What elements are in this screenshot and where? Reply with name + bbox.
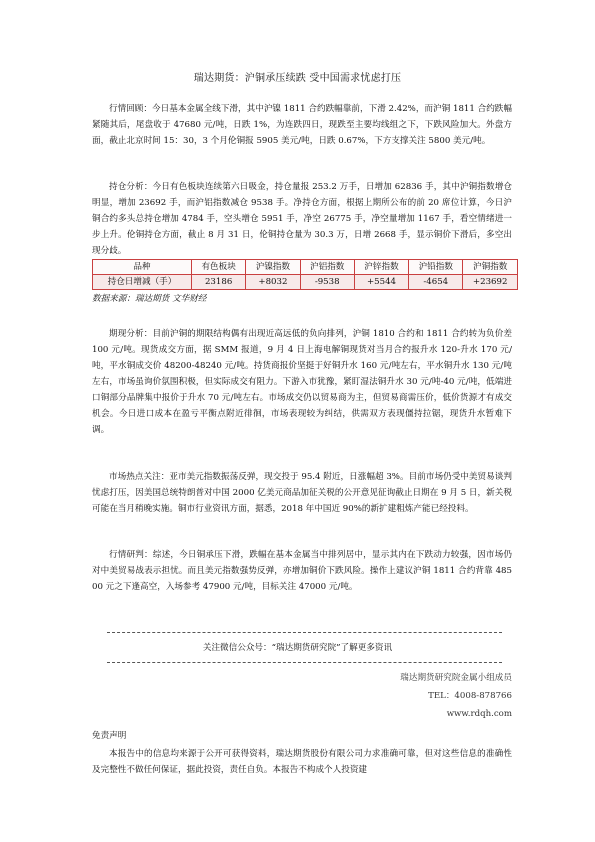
website-link[interactable]: www.rdqh.com: [446, 709, 512, 719]
table-cell: 23186: [192, 275, 246, 290]
table-header-row: [93, 260, 518, 275]
table-header-cell: 沪铝指数: [300, 260, 354, 275]
market-hotspot-paragraph: 市场热点关注：亚市美元指数振荡反弹，现交投于 95.4 附近，日涨幅超 3%。目前市场仍受中美贸易谈判忧虑打压，因美国总统特朗普对中国 2000 亿美元商品加征关税的公开意见征询截止日期在 9 月 5 日，新关税可能在当月稍晚实施。铜市行业资讯方面，据悉，2018 年中国近 90%的新扩建粗炼产能已经投料。: [92, 472, 512, 514]
table-header-cell: 沪铅指数: [409, 260, 463, 275]
document-title: 瑞达期货：沪铜承压续跌 受中国需求忧虑打压: [193, 73, 402, 84]
table-header-cell: 有色板块: [192, 260, 246, 275]
table-cell: +5544: [354, 275, 408, 290]
data-source-caption: 数据来源：瑞达期货 文华财经: [92, 294, 207, 304]
table-header-cell: 沪锌指数: [354, 260, 408, 275]
table-cell: +23692: [463, 275, 518, 290]
disclaimer-heading: 免责声明: [92, 731, 127, 741]
table-header-cell: 沪铜指数: [463, 260, 518, 275]
market-outlook-paragraph: 行情研判：综述，今日铜承压下滑，跌幅在基本金属当中排列居中，显示其内在下跌动力较强，因市场仍对中美贸易战表示担忧。而且美元指数强势反弹，亦增加铜价下跌风险。操作上建议沪铜 1811 合约背靠 48500 元之下逢高空，入场参考 47900 元/吨，目标关注 47000 元/吨。: [92, 550, 512, 592]
position-change-table: [92, 259, 518, 290]
position-analysis-paragraph: 持仓分析：今日有色板块连续第六日吸金，持仓量报 253.2 万手，日增加 62836 手，其中沪铜指数增仓明显，增加 23692 手，而沪铝指数减仓 9538 手。净持仓方面，根据上期所公布的前 20 席位计算，今日沪铜合约多头总持仓增加 4784 手，空头增仓 5951 手，净空 26775 手，净空量增加 1167 手，看空情绪进一步上升。伦铜持仓方面，截止 8 月 31 日，伦铜持仓量为 30.3 万，日增 2668 手，显示铜价下滑后，多空出现分歧。: [92, 182, 512, 256]
dashed-divider: [107, 632, 502, 633]
research-team-name: 瑞达期货研究院金属小组成员: [400, 673, 512, 683]
table-cell: -9538: [300, 275, 354, 290]
table-cell: +8032: [246, 275, 300, 290]
table-cell: 持仓日增减（手）: [93, 275, 192, 290]
table-header-cell: 沪镍指数: [246, 260, 300, 275]
dashed-divider: [107, 662, 502, 663]
telephone: TEL：4008-878766: [428, 691, 512, 701]
table-cell: -4654: [409, 275, 463, 290]
wechat-follow-notice: 关注微信公众号：“瑞达期货研究院”了解更多资讯: [202, 643, 393, 653]
spot-analysis-paragraph: 期现分析：目前沪铜的期限结构偶有出现近高远低的负向排列，沪铜 1810 合约和 1811 合约转为负价差 100 元/吨。现货成交方面，据 SMM 报道，9 月 4 日上海电解铜现货对当月合约报升水 120-升水 170 元/吨，平水铜成交价 48200-48240 元/吨。持货商报价坚挺于好铜升水 160 元/吨左右，平水铜升水 130 元/吨左右，市场虽询价氛围积极，但实际成交有阻力。下游入市犹豫，紧盯湿法铜升水 30 元/吨-40 元/吨，低端进口铜部分品牌集中报价于升水 70 元/吨左右。市场成交仍以贸易商为主，但贸易商需压价，低价货源才有成交机会。今日进口成本在盈亏平衡点附近徘徊，市场表现较为纠结，供需双方表现僵持拉锯，现货升水暂难下调。: [92, 329, 512, 435]
market-review-paragraph: 行情回顾：今日基本金属全线下滑，其中沪镍 1811 合约跌幅靠前，下滑 2.42%，而沪铜 1811 合约跌幅紧随其后，尾盘收于 47680 元/吨，日跌 1%，为连跌四日，现跌至主要均线组之下，下跌风险加大。外盘方面，截止北京时间 15：30，3 个月伦铜报 5905 美元/吨，日跌 0.67%，下方支撑关注 5800 美元/吨。: [92, 104, 512, 146]
table-row: [93, 275, 518, 290]
disclaimer-text: 本报告中的信息均来源于公开可获得资料，瑞达期货股份有限公司力求准确可靠，但对这些信息的准确性及完整性不做任何保证，据此投资，责任自负。本报告不构成个人投资建: [92, 749, 512, 775]
table-header-cell: 品种: [93, 260, 192, 275]
